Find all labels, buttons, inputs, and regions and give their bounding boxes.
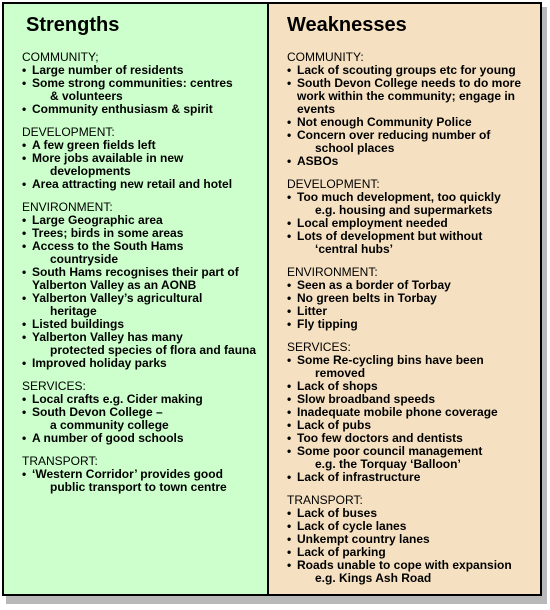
- list-item: [22, 406, 267, 432]
- section-heading: TRANSPORT:: [287, 493, 363, 507]
- list-item: [22, 357, 267, 370]
- strengths-sections: [22, 51, 267, 494]
- item-text: Trees; birds in some areas: [32, 226, 184, 240]
- item-text: Local employment needed: [297, 216, 448, 230]
- item-text: More jobs available in new: [32, 151, 184, 165]
- item-text: Too few doctors and dentists: [297, 431, 463, 445]
- list-item: [22, 240, 267, 266]
- item-text: Yalberton Valley’s agricultural: [32, 291, 203, 305]
- section-heading: COMMUNITY;: [22, 50, 99, 64]
- list-item: [287, 445, 540, 471]
- item-text: Lack of scouting groups etc for young: [297, 63, 516, 77]
- item-text-continued: a community college: [50, 418, 169, 432]
- item-text-continued: protected species of flora and fauna: [50, 343, 257, 357]
- item-text: South Devon College needs to do more work within the community; engage in events: [297, 76, 522, 116]
- weaknesses-section: [287, 266, 540, 331]
- list-item: [22, 178, 267, 191]
- list-item: [22, 77, 267, 103]
- item-text: Roads unable to cope with expansion: [297, 558, 512, 572]
- bullet-list: [287, 354, 540, 484]
- section-heading: DEVELOPMENT:: [22, 125, 115, 139]
- strengths-section: [22, 201, 267, 370]
- weaknesses-section: [287, 494, 540, 585]
- item-text: Yalberton Valley has many: [32, 330, 183, 344]
- weaknesses-section: [287, 178, 540, 256]
- item-text: Fly tipping: [297, 317, 358, 331]
- weaknesses-column: [269, 4, 540, 594]
- item-text: Local crafts e.g. Cider making: [32, 392, 203, 406]
- item-text: Lack of cycle lanes: [297, 519, 407, 533]
- section-heading: SERVICES:: [287, 340, 351, 354]
- item-text: Improved holiday parks: [32, 356, 167, 370]
- strengths-column: [4, 4, 269, 594]
- weaknesses-title: Weaknesses: [287, 14, 407, 36]
- list-item: [22, 432, 267, 445]
- item-text: Inadequate mobile phone coverage: [297, 405, 498, 419]
- item-text: Slow broadband speeds: [297, 392, 436, 406]
- list-item: [287, 155, 540, 168]
- item-text: Seen as a border of Torbay: [297, 278, 451, 292]
- bullet-list: [287, 279, 540, 331]
- list-item: [287, 129, 540, 155]
- bullet-list: [287, 191, 540, 256]
- strengths-title: Strengths: [26, 14, 120, 36]
- item-text: No green belts in Torbay: [297, 291, 437, 305]
- item-text-continued: developments: [50, 164, 131, 178]
- item-text: Some strong communities: centres: [32, 76, 233, 90]
- item-text: ‘Western Corridor’ provides good: [32, 467, 223, 481]
- item-text: Community enthusiasm & spirit: [32, 102, 213, 116]
- item-text: South Hams recognises their part of Yalberton Valley as an AONB: [32, 265, 239, 292]
- item-text-continued: e.g. the Torquay ‘Balloon’: [315, 457, 461, 471]
- item-text: Lack of pubs: [297, 418, 372, 432]
- list-item: [22, 103, 267, 116]
- weaknesses-section: [287, 341, 540, 484]
- item-text: Access to the South Hams: [32, 239, 184, 253]
- list-item: [22, 266, 267, 292]
- item-text: Too much development, too quickly: [297, 190, 501, 204]
- weaknesses-section: [287, 51, 540, 168]
- item-text: Litter: [297, 304, 327, 318]
- bullet-list: [22, 393, 267, 445]
- item-text: Lack of shops: [297, 379, 378, 393]
- item-text-continued: heritage: [50, 304, 97, 318]
- section-heading: DEVELOPMENT:: [287, 177, 380, 191]
- list-item: [287, 559, 540, 585]
- list-item: [22, 331, 267, 357]
- swot-table: [2, 2, 542, 596]
- item-text: Concern over reducing number of: [297, 128, 491, 142]
- bullet-list: [287, 507, 540, 585]
- list-item: [287, 191, 540, 217]
- item-text: Some Re-cycling bins have been: [297, 353, 484, 367]
- item-text: South Devon College –: [32, 405, 163, 419]
- section-heading: TRANSPORT:: [22, 454, 98, 468]
- bullet-list: [22, 214, 267, 370]
- item-text: ASBOs: [297, 154, 339, 168]
- item-text: Lack of infrastructure: [297, 470, 421, 484]
- item-text: Listed buildings: [32, 317, 124, 331]
- item-text: Area attracting new retail and hotel: [32, 177, 233, 191]
- item-text: Lack of parking: [297, 545, 386, 559]
- bullet-list: [22, 64, 267, 116]
- list-item: [22, 468, 267, 494]
- section-heading: COMMUNITY:: [287, 50, 364, 64]
- item-text: Not enough Community Police: [297, 115, 472, 129]
- item-text-continued: countryside: [50, 252, 119, 266]
- list-item: [287, 354, 540, 380]
- strengths-section: [22, 51, 267, 116]
- item-text: Large number of residents: [32, 63, 184, 77]
- item-text-continued: school places: [315, 141, 395, 155]
- item-text: A number of good schools: [32, 431, 184, 445]
- section-heading: ENVIRONMENT:: [287, 265, 378, 279]
- bullet-list: [22, 468, 267, 494]
- section-heading: SERVICES:: [22, 379, 86, 393]
- section-heading: ENVIRONMENT:: [22, 200, 113, 214]
- strengths-section: [22, 126, 267, 191]
- list-item: [287, 318, 540, 331]
- item-text: Large Geographic area: [32, 213, 163, 227]
- list-item: [287, 471, 540, 484]
- item-text-continued: e.g. Kings Ash Road: [315, 571, 432, 585]
- strengths-section: [22, 380, 267, 445]
- list-item: [287, 230, 540, 256]
- list-item: [22, 152, 267, 178]
- strengths-section: [22, 455, 267, 494]
- weaknesses-sections: [287, 51, 540, 585]
- item-text: Lots of development but without: [297, 229, 483, 243]
- bullet-list: [22, 139, 267, 191]
- item-text-continued: & volunteers: [50, 89, 123, 103]
- bullet-list: [287, 64, 540, 168]
- item-text: Lack of buses: [297, 506, 378, 520]
- list-item: [22, 292, 267, 318]
- item-text-continued: public transport to town centre: [50, 480, 227, 494]
- item-text: Unkempt country lanes: [297, 532, 430, 546]
- list-item: [287, 77, 540, 116]
- item-text: Some poor council management: [297, 444, 483, 458]
- item-text-continued: removed: [315, 366, 366, 380]
- item-text: A few green fields left: [32, 138, 156, 152]
- item-text-continued: ‘central hubs’: [315, 242, 394, 256]
- item-text-continued: e.g. housing and supermarkets: [315, 203, 493, 217]
